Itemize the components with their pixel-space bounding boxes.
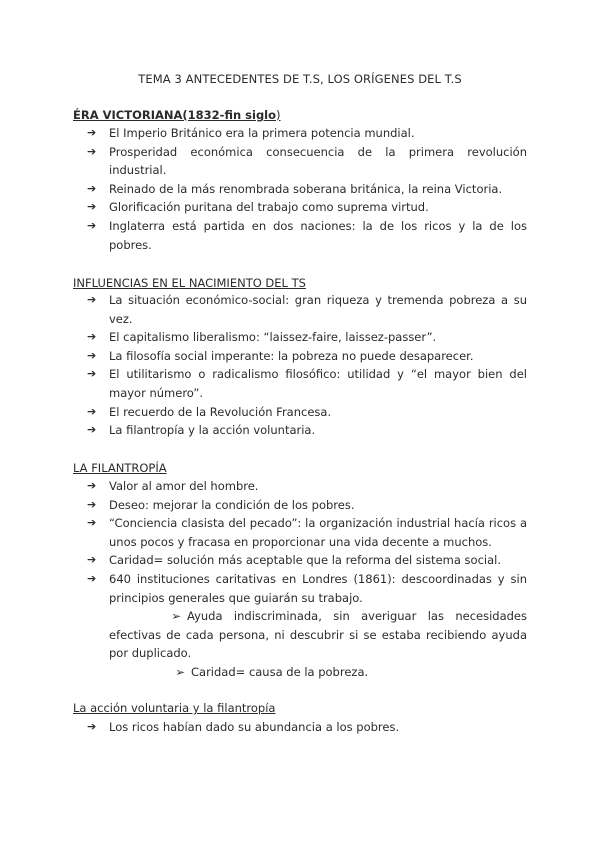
arrow-right-icon: ➔ <box>87 479 97 492</box>
arrow-right-icon: ➔ <box>87 144 97 158</box>
list-item: ➔ La filantropía y la acción voluntaria. <box>73 421 527 440</box>
arrow-right-icon: ➔ <box>87 348 97 362</box>
list-item: ➔ El Imperio Británico era la primera potencia mundial. <box>73 124 527 143</box>
section-list-era-victoriana <box>73 124 527 254</box>
list-item: ➔ Caridad= solución más aceptable que la reforma del sistema social. <box>73 551 527 570</box>
list-item: ➔ Deseo: mejorar la condición de los pobres. <box>73 496 527 515</box>
list-item: ➔ Inglaterra está partida en dos naciones: la de los ricos y la de los pobres. <box>87 218 527 252</box>
arrow-right-icon: ➔ <box>87 516 97 530</box>
list-item: ➔ Valor al amor del hombre. <box>73 477 527 496</box>
list-item: ➔ La filosofía social imperante: la pobreza no puede desaparecer. <box>73 347 527 366</box>
list-item: ➔ Los ricos habían dado su abundancia a los pobres. <box>73 718 527 737</box>
section-heading-era-victoriana: ÉRA VICTORIANA(1832-fin siglo) <box>73 108 281 122</box>
arrow-right-icon: ➔ <box>87 126 97 139</box>
list-item: ➔ Prosperidad económica consecuencia de la primera revolución industrial. <box>87 144 527 178</box>
list-item: ➔ El utilitarismo o radicalismo filosófico: utilidad y “el mayor bien del mayor número”. <box>87 367 527 400</box>
list-item: ➔ El recuerdo de la Revolución Francesa. <box>73 403 527 422</box>
list-item: ➔ Reinado de la más renombrada soberana británica, la reina Victoria. <box>73 180 527 199</box>
arrow-right-icon: ➔ <box>87 497 97 511</box>
arrow-right-icon: ➔ <box>87 720 97 733</box>
section-list-influencias <box>73 291 527 440</box>
arrow-right-icon: ➔ <box>87 367 97 381</box>
section-list-accion-voluntaria <box>73 718 527 737</box>
section-list-filantropia <box>73 477 527 682</box>
arrow-right-icon: ➔ <box>87 553 97 567</box>
section-heading-influencias: INFLUENCIAS EN EL NACIMIENTO DEL TS <box>73 276 306 290</box>
arrow-right-icon: ➔ <box>87 330 97 344</box>
list-item: ➔ 640 instituciones caritativas en Londres (1861): descoordinadas y sin principios generales que guiarán su trabajo. <box>87 571 527 605</box>
arrow-right-icon: ➔ <box>87 181 97 195</box>
arrow-right-icon: ➔ <box>87 404 97 418</box>
document-title: TEMA 3 ANTECEDENTES DE T.S, LOS ORÍGENES DEL T.S <box>138 72 462 86</box>
section-heading-accion-voluntaria: La acción voluntaria y la filantropía <box>73 701 276 715</box>
list-item: ➔ La situación económico-social: gran riqueza y tremenda pobreza a su vez. <box>87 293 527 326</box>
section-heading-filantropia: LA FILANTROPÍA <box>73 461 167 475</box>
arrow-right-icon: ➔ <box>87 293 97 306</box>
arrow-right-icon: ➔ <box>87 200 97 214</box>
arrow-right-icon: ➔ <box>87 423 97 437</box>
chevron-right-icon: ➢ <box>175 664 185 679</box>
list-item: ➔ Glorificación puritana del trabajo como suprema virtud. <box>73 198 527 217</box>
sub-list-item: ➢ Caridad= causa de la pobreza. <box>73 663 527 682</box>
list-item: ➔ El capitalismo liberalismo: “laissez-faire, laissez-passer”. <box>73 328 527 347</box>
arrow-right-icon: ➔ <box>87 571 97 585</box>
arrow-right-icon: ➔ <box>87 218 97 232</box>
chevron-right-icon: ➢ <box>171 609 181 624</box>
sub-list-item: ➢ Ayuda indiscriminada, sin averiguar las necesidades efectivas de cada persona, ni descubrir si se estaba recibiendo ayuda por duplicado. <box>109 609 527 661</box>
list-item: ➔ “Conciencia clasista del pecado”: la organización industrial hacía ricos a unos pocos y fracasa en proporcionar una vida decente a muchos. <box>87 516 527 549</box>
